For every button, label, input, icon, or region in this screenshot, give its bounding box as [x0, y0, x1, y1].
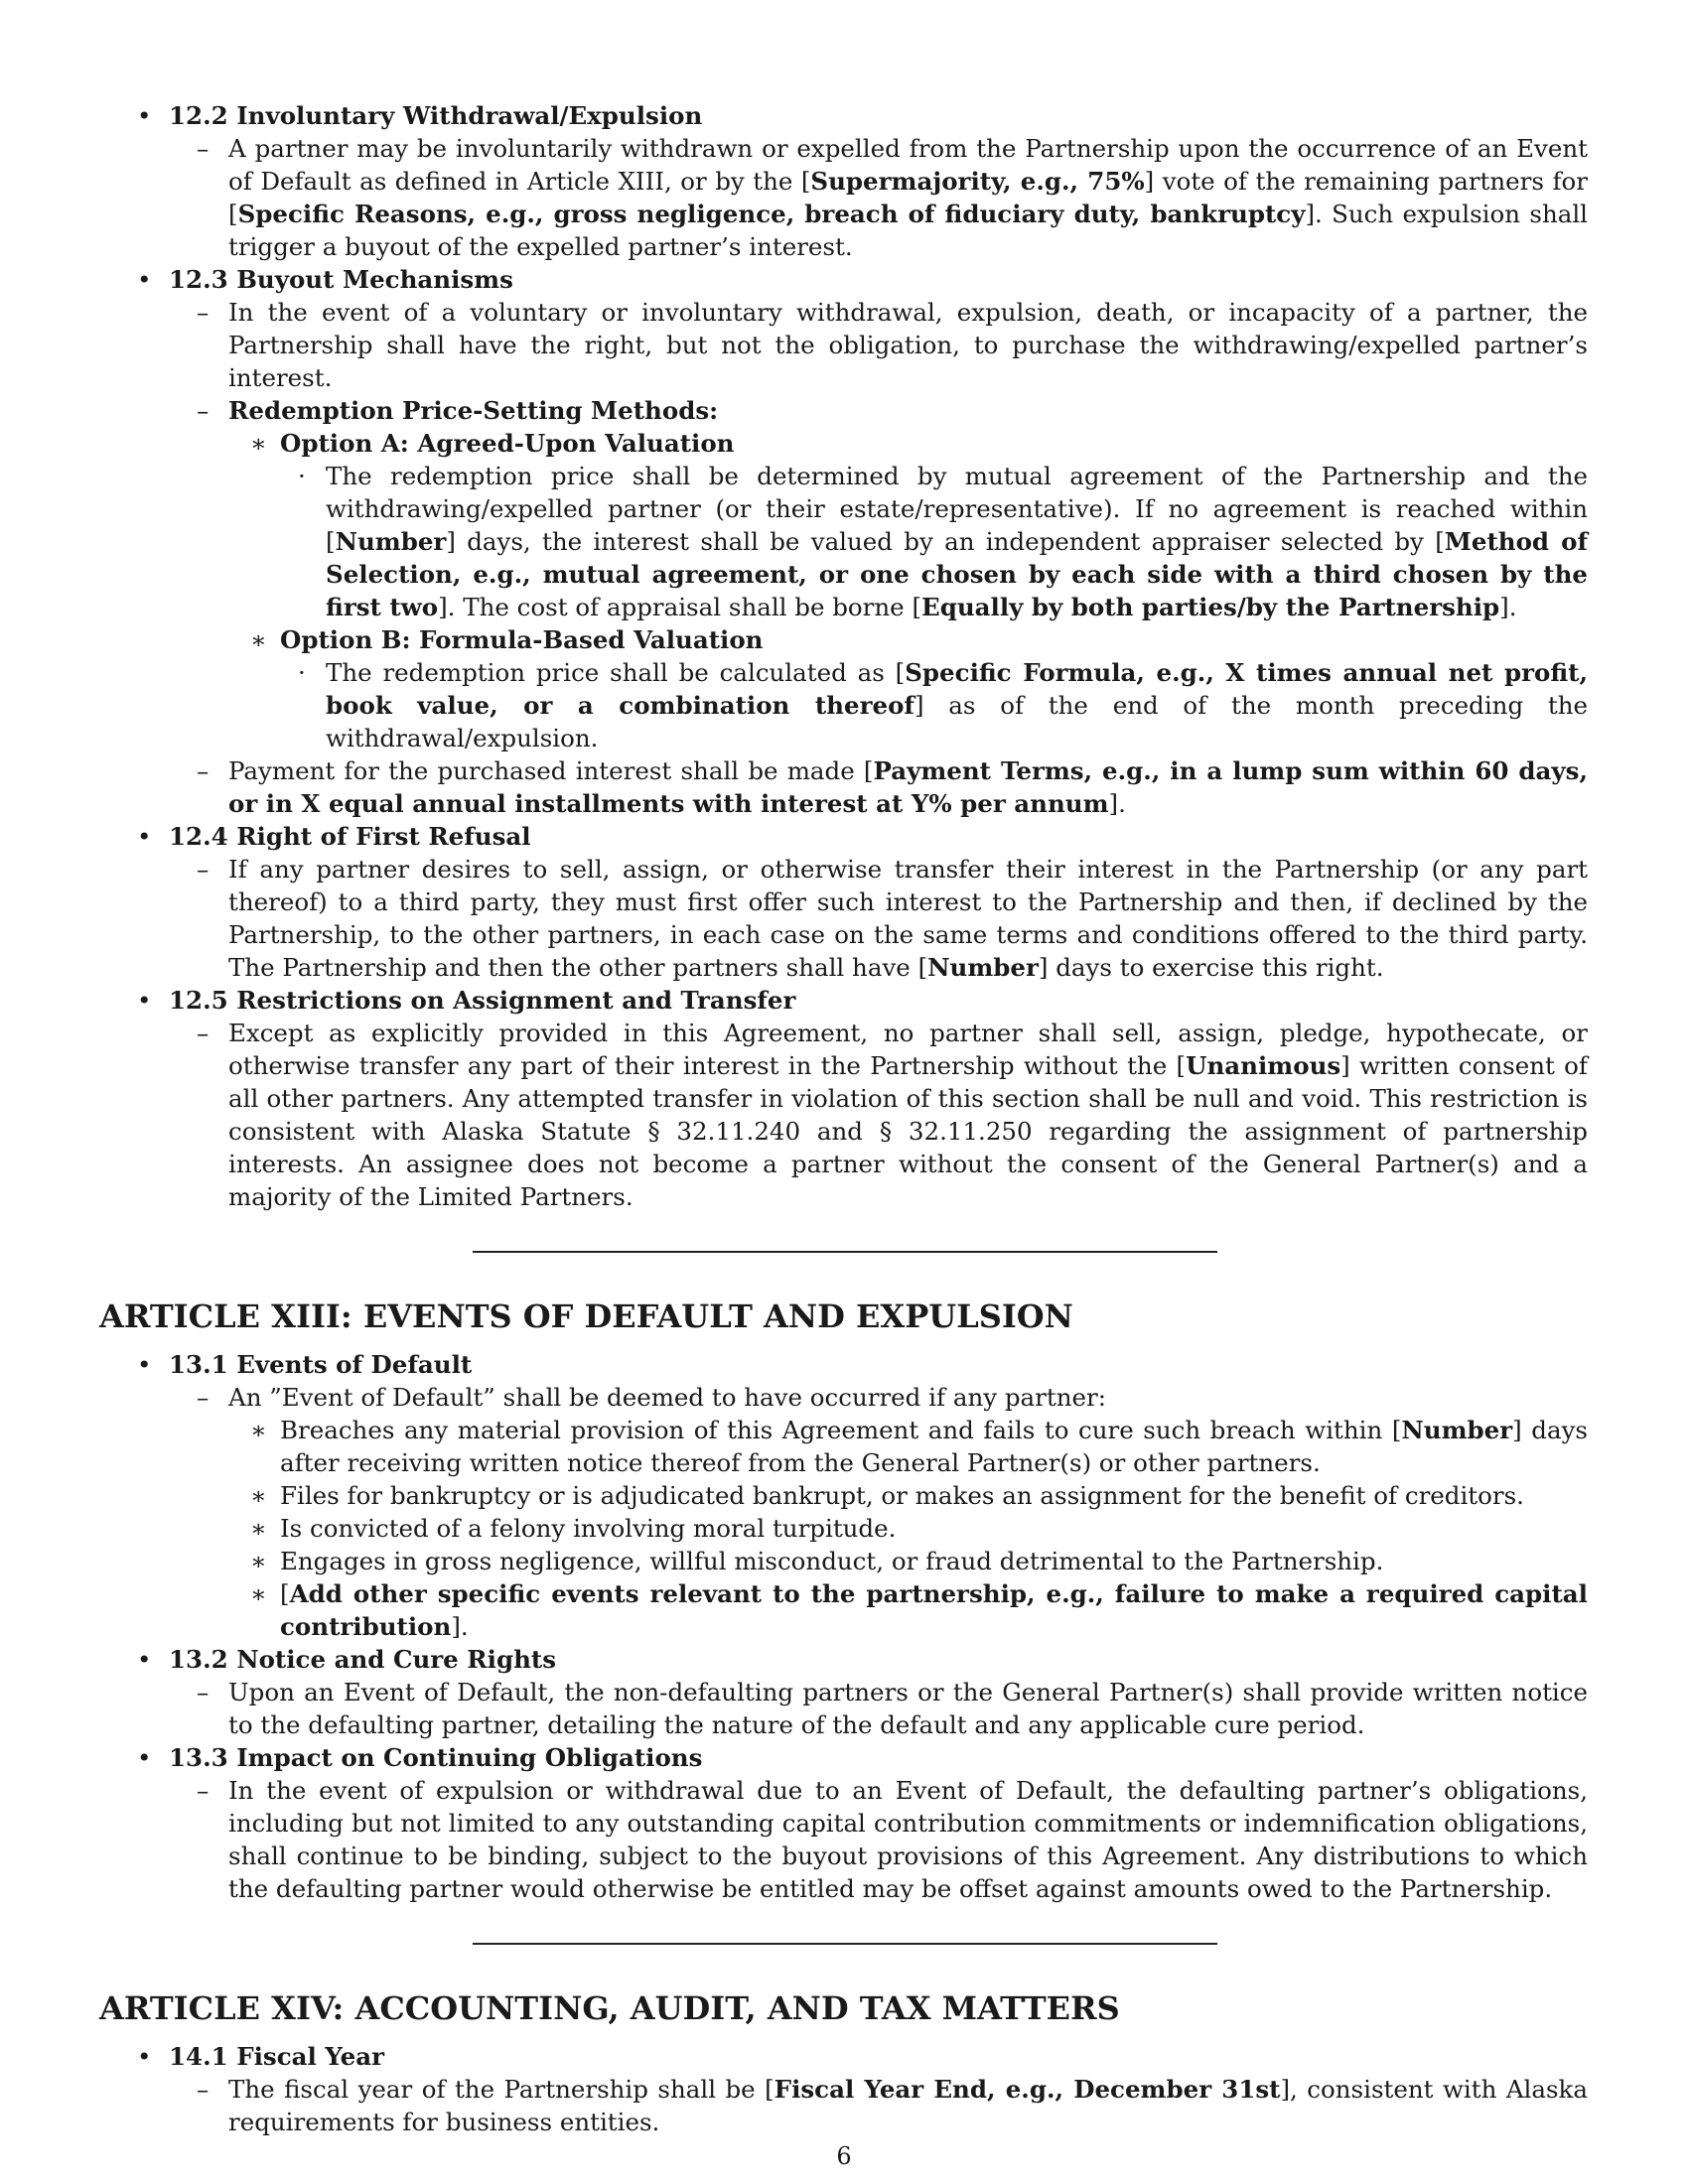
bullet-marker: •	[137, 265, 152, 294]
page-content	[101, 99, 1588, 2138]
page-number: 6	[836, 2142, 852, 2170]
section-12-4	[101, 820, 1588, 984]
paragraph: Breaches any material provision of this Agreement and fails to cure such breach within [Number] days after receiving written notice thereof from the General Partner(s) or other partners.	[280, 1416, 1588, 1477]
section-divider	[473, 1943, 1217, 1945]
section-title: 13.1 Events of Default	[169, 1350, 473, 1379]
section-title: 12.4 Right of First Refusal	[169, 822, 531, 851]
paragraph: If any partner desires to sell, assign, or otherwise transfer their interest in the Partnership (or any part thereof) to a third party, they must first offer such interest to the Partnership and then, if declined by the Partnership, to the other partners, in each case on the same terms and conditions offered to the third party. The Partnership and then the other partners shall have [Number] days to exercise this right.	[228, 855, 1588, 982]
paragraph: Engages in gross negligence, willful misconduct, or fraud detrimental to the Partnership.	[280, 1547, 1384, 1575]
list-item	[101, 132, 1588, 263]
dot-marker: ·	[298, 462, 306, 490]
list-item	[228, 1479, 1588, 1512]
section-title: 13.3 Impact on Continuing Obligations	[169, 1743, 703, 1772]
section-divider	[473, 1251, 1217, 1253]
dash-marker: –	[197, 134, 210, 163]
bullet-marker: •	[137, 986, 152, 1015]
list-item	[101, 1676, 1588, 1741]
section-12-5	[101, 984, 1588, 1213]
list-item	[228, 427, 1588, 623]
section-13-1	[101, 1348, 1588, 1643]
list-item	[101, 1774, 1588, 1905]
paragraph: A partner may be involuntarily withdrawn or expelled from the Partnership upon the occurrence of an Event of Default as defined in Article XIII, or by the [Supermajority, e.g., 75%] vote of the remaining partners for [Specific Reasons, e.g., gross negligence, breach of fiduciary duty, bankruptcy]. Such expulsion shall trigger a buyout of the expelled partner’s interest.	[228, 134, 1588, 261]
article-13-heading: ARTICLE XIII: EVENTS OF DEFAULT AND EXPULSION	[99, 1297, 1073, 1335]
article-14-heading: ARTICLE XIV: ACCOUNTING, AUDIT, AND TAX MATTERS	[99, 1989, 1120, 2027]
list-item	[101, 1017, 1588, 1213]
section-12-2	[101, 99, 1588, 263]
section-title: 13.2 Notice and Cure Rights	[169, 1645, 557, 1674]
section-title: 12.2 Involuntary Withdrawal/Expulsion	[169, 101, 703, 130]
article-13-list	[101, 1348, 1588, 1905]
paragraph: The redemption price shall be calculated as [Specific Formula, e.g., X times annual net profit, book value, or a combination thereof] as of the end of the month preceding the withdrawal/expulsion.	[326, 658, 1589, 752]
bullet-marker: •	[137, 101, 152, 130]
list-item	[101, 2073, 1588, 2138]
list-item	[101, 1381, 1588, 1643]
bullet-marker: •	[137, 1645, 152, 1674]
section-title: 12.3 Buyout Mechanisms	[169, 265, 513, 294]
paragraph: Upon an Event of Default, the non-defaulting partners or the General Partner(s) shall provide written notice to the defaulting partner, detailing the nature of the default and any applicable cure period.	[228, 1678, 1588, 1739]
subsection-title: Redemption Price-Setting Methods:	[228, 396, 719, 425]
dash-marker: –	[197, 396, 210, 425]
section-14-1	[101, 2040, 1588, 2138]
star-marker: ∗	[250, 1416, 267, 1444]
paragraph: Payment for the purchased interest shall be made [Payment Terms, e.g., in a lump sum within 60 days, or in X equal annual installments with interest at Y% per annum].	[228, 756, 1588, 818]
paragraph: Except as explicitly provided in this Agreement, no partner shall sell, assign, pledge, hypothecate, or otherwise transfer any part of their interest in the Partnership without the [Unanimous] written consent of all other partners. Any attempted transfer in violation of this section shall be null and void. This restriction is consistent with Alaska Statute § 32.11.240 and § 32.11.250 regarding the assignment of partnership interests. An assignee does not become a partner without the consent of the General Partner(s) and a majority of the Limited Partners.	[228, 1019, 1588, 1211]
paragraph: An ”Event of Default” shall be deemed to have occurred if any partner:	[228, 1383, 1106, 1412]
paragraph: In the event of expulsion or withdrawal due to an Event of Default, the defaulting partner’s obligations, including but not limited to any outstanding capital contribution commitments or indemnification obligations, shall continue to be binding, subject to the buyout provisions of this Agreement. Any distributions to which the defaulting partner would otherwise be entitled may be offset against amounts owed to the Partnership.	[228, 1776, 1588, 1903]
paragraph: [Add other specific events relevant to the partnership, e.g., failure to make a required capital contribution].	[280, 1579, 1588, 1641]
bullet-marker: •	[137, 822, 152, 851]
list-item	[280, 656, 1588, 754]
dash-marker: –	[197, 1678, 210, 1706]
paragraph: The fiscal year of the Partnership shall be [Fiscal Year End, e.g., December 31st], consistent with Alaska requirements for business entities.	[228, 2075, 1588, 2136]
option-title: Option A: Agreed-Upon Valuation	[280, 429, 735, 458]
list-item	[228, 623, 1588, 754]
dash-marker: –	[197, 855, 210, 884]
star-marker: ∗	[250, 1547, 267, 1575]
article-12-list	[101, 99, 1588, 1213]
dash-marker: –	[197, 1776, 210, 1805]
star-marker: ∗	[250, 625, 267, 654]
dash-marker: –	[197, 756, 210, 785]
list-item	[101, 394, 1588, 754]
star-marker: ∗	[250, 1481, 267, 1510]
list-item	[101, 296, 1588, 394]
section-13-3	[101, 1741, 1588, 1905]
bullet-marker: •	[137, 1743, 152, 1772]
section-12-3	[101, 263, 1588, 820]
bullet-marker: •	[137, 1350, 152, 1379]
option-title: Option B: Formula-Based Valuation	[280, 625, 764, 654]
paragraph: Is convicted of a felony involving moral turpitude.	[280, 1514, 897, 1543]
list-item	[280, 460, 1588, 623]
list-item	[101, 754, 1588, 820]
star-marker: ∗	[250, 429, 267, 458]
dash-marker: –	[197, 2075, 210, 2104]
section-13-2	[101, 1643, 1588, 1741]
star-marker: ∗	[250, 1579, 267, 1608]
list-item	[228, 1512, 1588, 1545]
section-title: 14.1 Fiscal Year	[169, 2042, 385, 2071]
list-item	[228, 1545, 1588, 1577]
paragraph: The redemption price shall be determined by mutual agreement of the Partnership and the withdrawing/expelled partner (or their estate/representative). If no agreement is reached within [Number] days, the interest shall be valued by an independent appraiser selected by [Method of Selection, e.g., mutual agreement, or one chosen by each side with a third chosen by the first two]. The cost of appraisal shall be borne [Equally by both parties/by the Partnership].	[326, 462, 1588, 621]
list-item	[101, 853, 1588, 984]
section-title: 12.5 Restrictions on Assignment and Transfer	[169, 986, 796, 1015]
paragraph: Files for bankruptcy or is adjudicated bankrupt, or makes an assignment for the benefit of creditors.	[280, 1481, 1524, 1510]
list-item	[228, 1414, 1588, 1479]
bullet-marker: •	[137, 2042, 152, 2071]
paragraph: In the event of a voluntary or involuntary withdrawal, expulsion, death, or incapacity of a partner, the Partnership shall have the right, but not the obligation, to purchase the withdrawing/expelled partner’s interest.	[228, 298, 1588, 392]
dash-marker: –	[197, 298, 210, 327]
dot-marker: ·	[298, 658, 306, 687]
article-14-list	[101, 2040, 1588, 2138]
star-marker: ∗	[250, 1514, 267, 1543]
list-item	[228, 1577, 1588, 1643]
dash-marker: –	[197, 1383, 210, 1412]
dash-marker: –	[197, 1019, 210, 1047]
